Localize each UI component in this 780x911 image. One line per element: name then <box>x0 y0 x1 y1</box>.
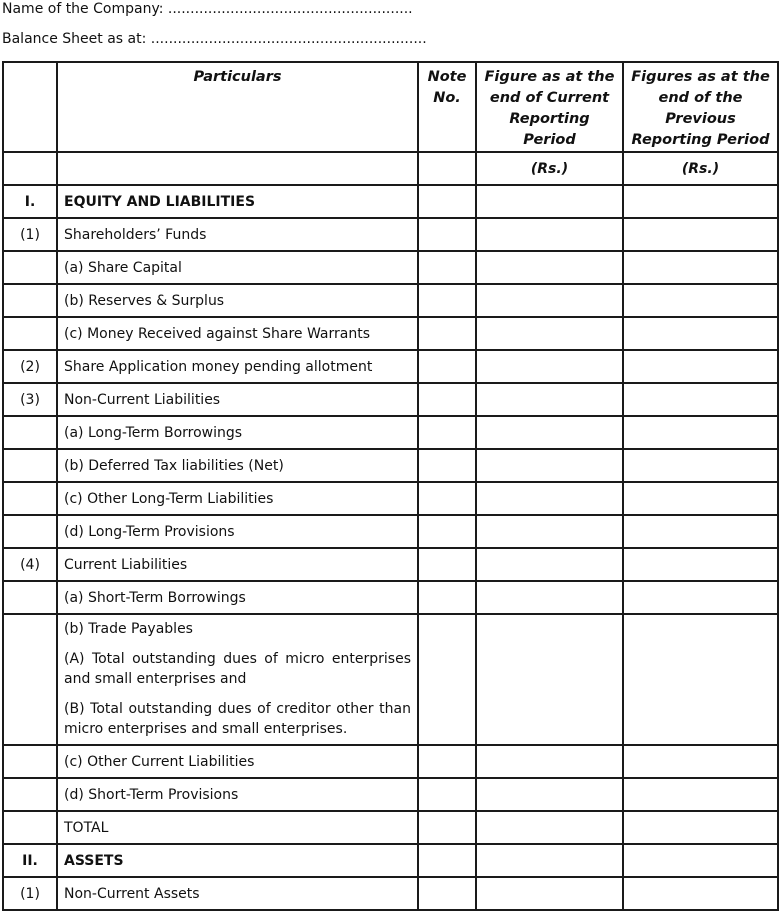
row-number <box>3 284 57 317</box>
previous-cell <box>623 844 778 877</box>
previous-cell <box>623 383 778 416</box>
table-row <box>3 548 778 581</box>
previous-cell <box>623 317 778 350</box>
unit-previous: (Rs.) <box>623 152 778 185</box>
balance-sheet-table <box>2 61 779 911</box>
row-particulars: (d) Short-Term Provisions <box>57 778 418 811</box>
table-row <box>3 416 778 449</box>
note-cell <box>418 778 476 811</box>
row-particulars: (a) Share Capital <box>57 251 418 284</box>
current-cell <box>476 548 623 581</box>
current-cell <box>476 317 623 350</box>
row-particulars: (c) Money Received against Share Warrants <box>57 317 418 350</box>
row-particulars: ASSETS <box>57 844 418 877</box>
current-cell <box>476 416 623 449</box>
row-particulars: (b) Deferred Tax liabilities (Net) <box>57 449 418 482</box>
table-row <box>3 877 778 910</box>
note-cell <box>418 844 476 877</box>
row-number: (3) <box>3 383 57 416</box>
previous-cell <box>623 877 778 910</box>
table-row <box>3 778 778 811</box>
table-row <box>3 515 778 548</box>
note-cell <box>418 515 476 548</box>
current-cell <box>476 185 623 218</box>
note-cell <box>418 449 476 482</box>
row-number: II. <box>3 844 57 877</box>
current-cell <box>476 778 623 811</box>
row-number: (1) <box>3 218 57 251</box>
row-number: (1) <box>3 877 57 910</box>
row-number <box>3 317 57 350</box>
previous-cell <box>623 581 778 614</box>
row-particulars: (c) Other Long-Term Liabilities <box>57 482 418 515</box>
current-cell <box>476 284 623 317</box>
row-number: I. <box>3 185 57 218</box>
table-row <box>3 185 778 218</box>
row-number <box>3 581 57 614</box>
note-cell <box>418 383 476 416</box>
note-cell <box>418 416 476 449</box>
previous-cell <box>623 284 778 317</box>
unit-row <box>3 152 778 185</box>
row-particulars: (b) Trade Payables <box>64 621 193 637</box>
table-row <box>3 745 778 778</box>
row-particulars: Non-Current Liabilities <box>57 383 418 416</box>
current-cell <box>476 350 623 383</box>
current-cell <box>476 811 623 844</box>
previous-cell <box>623 218 778 251</box>
header-serial <box>3 62 57 152</box>
row-particulars-trade-payables <box>57 614 418 745</box>
previous-cell <box>623 185 778 218</box>
note-cell <box>418 811 476 844</box>
previous-cell <box>623 614 778 745</box>
balance-sheet-date-line: Balance Sheet as at: .............................................................. <box>2 31 427 47</box>
note-cell <box>418 877 476 910</box>
note-cell <box>418 284 476 317</box>
previous-cell <box>623 745 778 778</box>
row-number <box>3 515 57 548</box>
previous-cell <box>623 449 778 482</box>
previous-cell <box>623 482 778 515</box>
row-number: (2) <box>3 350 57 383</box>
note-cell <box>418 482 476 515</box>
current-cell <box>476 251 623 284</box>
row-number <box>3 482 57 515</box>
current-cell <box>476 218 623 251</box>
row-particulars: TOTAL <box>57 811 418 844</box>
row-number <box>3 251 57 284</box>
table-row <box>3 811 778 844</box>
row-number <box>3 745 57 778</box>
table-row <box>3 350 778 383</box>
company-name-line: Name of the Company: ....................................................... <box>2 1 413 17</box>
row-particulars: Non-Current Assets <box>57 877 418 910</box>
table-row <box>3 844 778 877</box>
row-particulars: Current Liabilities <box>57 548 418 581</box>
note-cell <box>418 581 476 614</box>
current-cell <box>476 449 623 482</box>
row-particulars: (a) Short-Term Borrowings <box>57 581 418 614</box>
row-number <box>3 811 57 844</box>
previous-cell <box>623 251 778 284</box>
row-number <box>3 778 57 811</box>
header-row <box>3 62 778 152</box>
current-cell <box>476 844 623 877</box>
table-row <box>3 218 778 251</box>
table-row <box>3 614 778 745</box>
row-particulars: EQUITY AND LIABILITIES <box>57 185 418 218</box>
note-cell <box>418 251 476 284</box>
row-particulars: (b) Reserves & Surplus <box>57 284 418 317</box>
current-cell <box>476 482 623 515</box>
previous-cell <box>623 811 778 844</box>
row-particulars: Share Application money pending allotment <box>57 350 418 383</box>
table-row <box>3 317 778 350</box>
header-previous-period: Figures as at the end of the Previous Reporting Period <box>623 62 778 152</box>
current-cell <box>476 745 623 778</box>
row-particulars: Shareholders’ Funds <box>57 218 418 251</box>
row-particulars: (a) Long-Term Borrowings <box>57 416 418 449</box>
note-cell <box>418 317 476 350</box>
table-row <box>3 581 778 614</box>
unit-current: (Rs.) <box>476 152 623 185</box>
previous-cell <box>623 778 778 811</box>
current-cell <box>476 383 623 416</box>
note-cell <box>418 614 476 745</box>
row-sub-item-a: (A) Total outstanding dues of micro enterprises and small enterprises and <box>64 651 411 687</box>
note-cell <box>418 745 476 778</box>
previous-cell <box>623 350 778 383</box>
row-particulars: (d) Long-Term Provisions <box>57 515 418 548</box>
row-number <box>3 449 57 482</box>
note-cell <box>418 185 476 218</box>
row-number <box>3 416 57 449</box>
table-row <box>3 284 778 317</box>
previous-cell <box>623 515 778 548</box>
table-row <box>3 482 778 515</box>
row-number <box>3 614 57 745</box>
header-particulars: Particulars <box>57 62 418 152</box>
current-cell <box>476 515 623 548</box>
current-cell <box>476 614 623 745</box>
header-note-no: Note No. <box>418 62 476 152</box>
previous-cell <box>623 416 778 449</box>
header-current-period: Figure as at the end of Current Reporting Period <box>476 62 623 152</box>
previous-cell <box>623 548 778 581</box>
table-row <box>3 383 778 416</box>
note-cell <box>418 350 476 383</box>
note-cell <box>418 548 476 581</box>
note-cell <box>418 218 476 251</box>
row-sub-item-b: (B) Total outstanding dues of creditor other than micro enterprises and small enterprises. <box>64 701 411 737</box>
table-row <box>3 251 778 284</box>
current-cell <box>476 877 623 910</box>
row-particulars: (c) Other Current Liabilities <box>57 745 418 778</box>
table-row <box>3 449 778 482</box>
row-number: (4) <box>3 548 57 581</box>
current-cell <box>476 581 623 614</box>
